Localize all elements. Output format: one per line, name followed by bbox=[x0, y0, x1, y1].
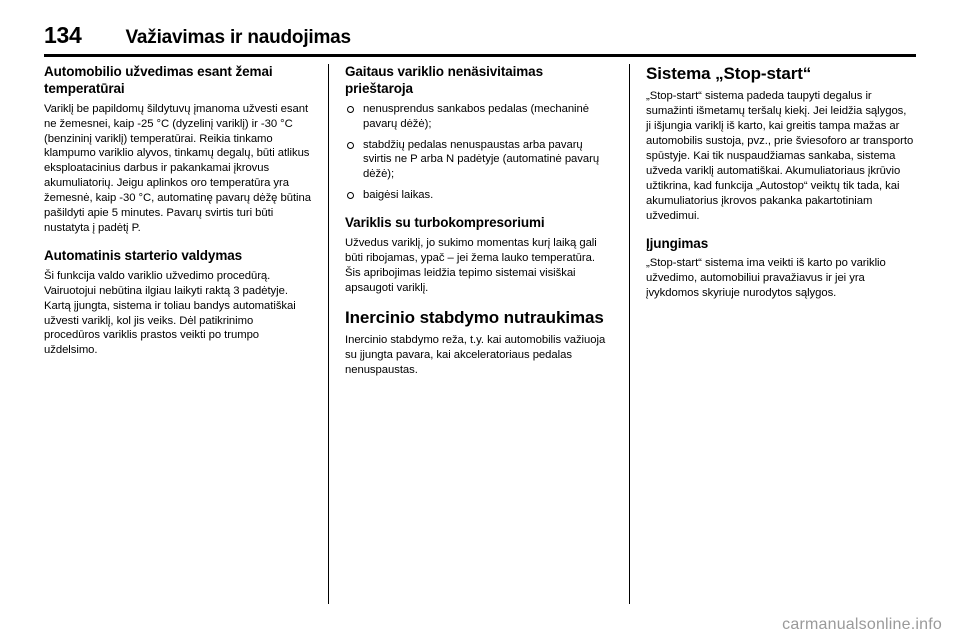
list-item bbox=[345, 188, 613, 203]
bullet-icon bbox=[347, 106, 354, 113]
section-heading: Sistema „Stop-start“ bbox=[646, 64, 812, 83]
page-number: 134 bbox=[44, 22, 82, 48]
paragraph: Inercinio stabdymo reža, t.y. kai automobilis važiuoja su įjungta pavara, kai akceleratoriaus pedalas nenuspaustas. bbox=[345, 334, 606, 376]
header-divider bbox=[44, 54, 916, 57]
paragraph: Ši funkcija valdo variklio užvedimo procedūrą. Vairuotojui nebūtina ilgiau laikyti raktą 3 padėtyje. Kartą įjungta, sistema ir toliau bandys automatiškai užvesti variklį, kol jis veiks. Dėl patikrinimo procedūros variklis prastos veikti po trumpo uždelsimo. bbox=[44, 269, 296, 357]
paragraph: „Stop-start“ sistema ima veikti iš karto po variklio užvedimo, automobiliui pravažiavus ir jei yra įvykdomos skyriuje nurodytos sąlygos. bbox=[646, 257, 886, 300]
column-divider bbox=[629, 64, 630, 604]
column-divider bbox=[328, 64, 329, 604]
list-item-label: nenusprendus sankabos pedalas (mechaninė pavarų dėžė); bbox=[363, 102, 589, 130]
section-heading: Gaitaus variklio nenäsivitaimas prieštaroja bbox=[345, 64, 543, 96]
column-1 bbox=[44, 64, 312, 604]
page-title: Važiavimas ir naudojimas bbox=[125, 27, 351, 48]
section-heading: Inercinio stabdymo nutraukimas bbox=[345, 307, 604, 327]
list-item bbox=[345, 138, 613, 183]
list-item-label: baigėsi laikas. bbox=[363, 189, 434, 202]
column-2 bbox=[345, 64, 613, 604]
list-item bbox=[345, 102, 613, 132]
bullet-list bbox=[345, 102, 613, 203]
page-header bbox=[44, 22, 916, 49]
bullet-icon bbox=[347, 142, 354, 149]
paragraph: Variklį be papildomų šildytuvų įmanoma užvesti esant ne žemesnei, kaip -25 °C (dyzelinį variklį) ir -30 °C (benzininį variklį) temperatūrai. Reikia tinkamo klampumo variklio alyvos, tinkamų degalų, būti atlikus eksploatacinius darbus ir pakankamai įkrovus akumuliatorių. Jeigu aplinkos oro temperatūra yra žemesnė, kaip -30 °C, automatinę pavarų dėžę būtina pašildyti apie 5 minutes. Pavarų svirtis turi būti nustatyta į padėtį P. bbox=[44, 102, 311, 234]
list-item-label: stabdžių pedalas nenuspaustas arba pavarų svirtis ne P arba N padėtyje (automatinė pavarų dėžė); bbox=[363, 138, 600, 181]
paragraph: „Stop-start“ sistema padeda taupyti degalus ir sumažinti išmetamų teršalų kiekį. Jei leidžia sąlygos, ji išjungia variklį iš karto, kai greitis tampa mažas ar automobilis sustoja, pvz., prie šviesoforo ar transporto spūstyje. Kai tik nuspaudžiamas sankaba, sistema užveda variklį automatiškai. Akumuliatoriaus įkrūvio užtikrina, kad funkcija „Autostop“ veiktų tik tada, kai akumuliatorius įkrovos pakanka pakartotiniam užvedimui. bbox=[646, 90, 914, 222]
section-heading: Įjungimas bbox=[646, 235, 709, 251]
section-heading: Automobilio užvedimas esant žemai temperatūrai bbox=[44, 64, 273, 96]
column-3 bbox=[646, 64, 914, 604]
paragraph: Užvedus variklį, jo sukimo momentas kurį laiką gali būti ribojamas, ypač – jei žema lauko temperatūra. Šis apribojimas leidžia tepimo sistemai visiškai apsaugoti variklį. bbox=[345, 237, 597, 294]
section-heading: Variklis su turbokompresoriumi bbox=[345, 215, 545, 231]
watermark: carmanualsonline.info bbox=[782, 616, 942, 633]
bullet-icon bbox=[347, 192, 354, 199]
section-heading: Automatinis starterio valdymas bbox=[44, 247, 243, 263]
content-columns bbox=[44, 64, 916, 604]
